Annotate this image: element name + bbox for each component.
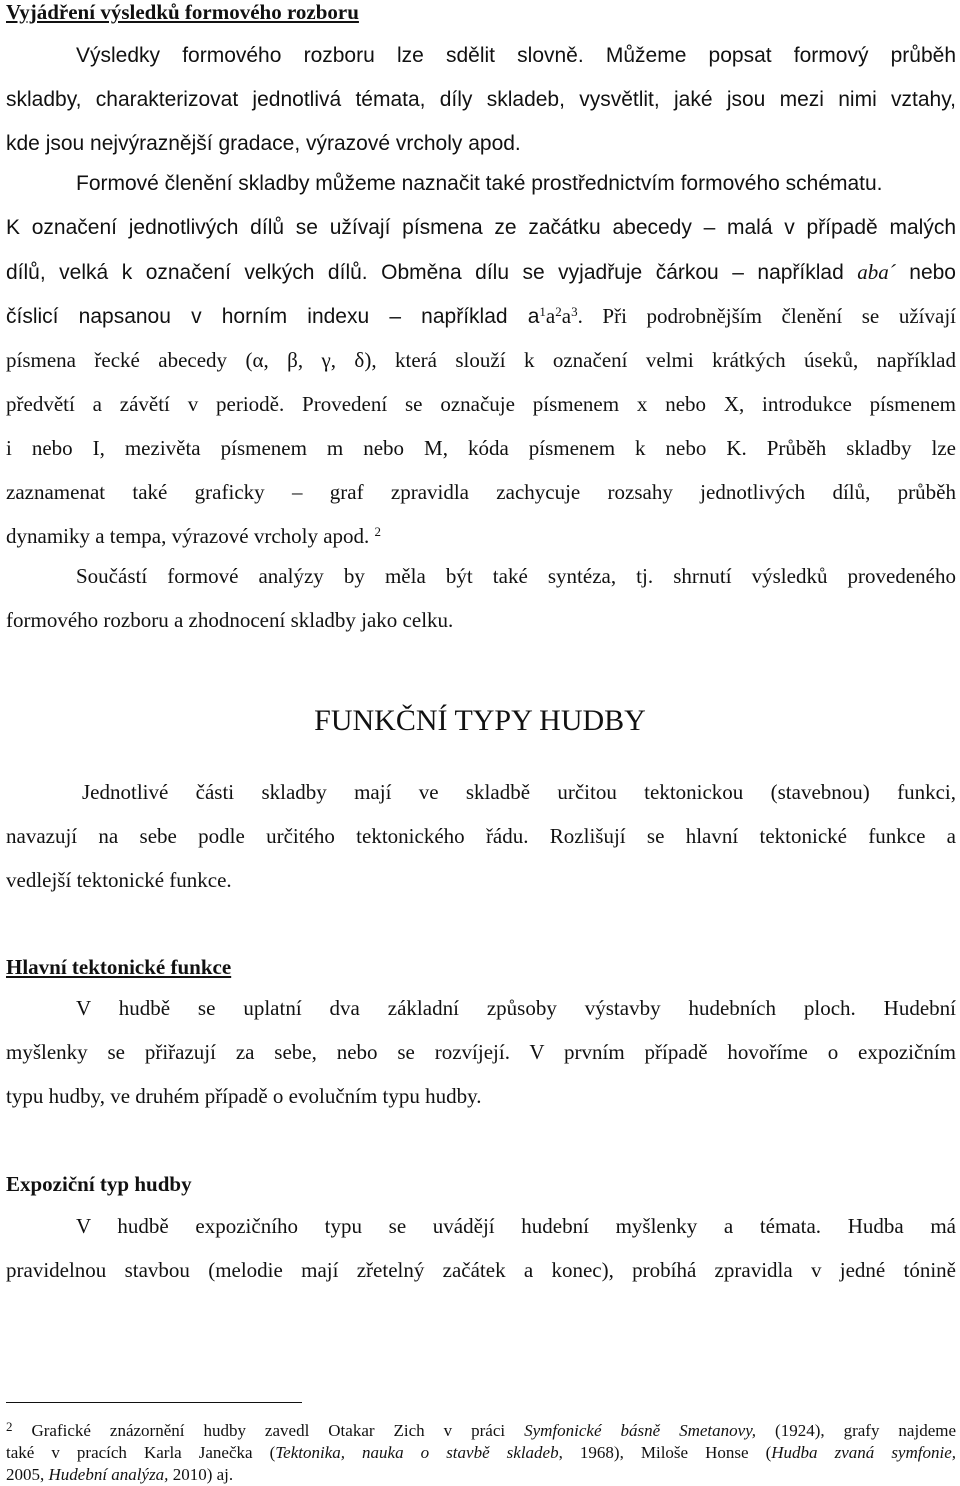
p2-line-7	[6, 426, 956, 470]
p2-line-2: K označení jednotlivých dílů se užívají písmena ze začátku abecedy – malá v případě malých	[6, 216, 956, 239]
p2-line-4	[6, 294, 956, 338]
p2-line-3d: nebo	[895, 261, 956, 284]
p2-line-6	[6, 382, 956, 426]
p1-line-1: Výsledky formového rozboru lze sdělit slovně. Můžeme popsat formový průběh	[76, 44, 956, 67]
heading-vyjadreni: Vyjádření výsledků formového rozboru	[6, 0, 359, 24]
p2-line-4a: číslicí napsanou v horním indexu – například a	[6, 305, 540, 328]
p4-line-2: navazují na sebe podle určitého tektonického řádu. Rozlišují se hlavní tektonické funkce a	[6, 824, 956, 848]
p2-line-3a: dílů, velká k označení velkých dílů.	[6, 261, 368, 284]
p5-line-1: V hudbě se uplatní dva základní způsoby výstavby hudebních ploch. Hudební	[76, 996, 956, 1020]
p5-line-3: typu hudby, ve druhém případě o evolučním typu hudby.	[6, 1084, 482, 1108]
p2-line-7a: i nebo I, mezivěta písmenem m nebo M, kóda písmenem k nebo K.	[6, 436, 747, 460]
footnote-ref-2: 2	[374, 524, 382, 539]
p2-line-6b: Provedení se označuje písmenem x nebo X, introdukce písmenem	[284, 392, 956, 416]
a-3: a	[561, 304, 572, 328]
p5-line-2: myšlenky se přiřazují za sebe, nebo se rozvíjejí. V prvním případě hovoříme o expozičním	[6, 1040, 956, 1064]
p2-line-9-text: dynamiky a tempa, výrazové vrcholy apod.	[6, 524, 370, 548]
paragraph-2	[6, 162, 956, 558]
a-2: a	[545, 304, 556, 328]
p1-line-2: skladby, charakterizovat jednotlivá témata, díly skladeb, vysvětlit, jaké jsou mezi nimi vztahy,	[6, 88, 956, 111]
p3-line-2: formového rozboru a zhodnocení skladby jako celku.	[6, 608, 454, 632]
p2-line-1: Formové členění skladby můžeme naznačit také prostřednictvím formového schématu.	[76, 172, 883, 195]
footnote-number: 2	[6, 1419, 13, 1434]
sup-2: 2	[555, 304, 562, 319]
p6-line-1: V hudbě expozičního typu se uvádějí hudební myšlenky a témata. Hudba má	[76, 1214, 956, 1238]
footnote-line-3	[6, 1464, 956, 1486]
heading-expozicni-typ-hudby: Expoziční typ hudby	[6, 1172, 192, 1196]
fn-l2c: , 1968), Miloše Honse (	[558, 1443, 772, 1462]
p4-line-3: vedlejší tektonické funkce.	[6, 868, 232, 892]
p2-line-6a: předvětí a závětí v periodě.	[6, 392, 285, 416]
p2-line-3b: Obměna dílu se vyjadřuje čárkou – například	[367, 261, 858, 284]
fn-l1a: Grafické znázornění hudby zavedl Otakar Zich v práci	[12, 1421, 525, 1440]
fn-l3b: Hudební analýza,	[48, 1465, 169, 1484]
paragraph-4	[6, 770, 956, 902]
sup-3: 3	[571, 304, 578, 319]
p2-line-4b: . Při podrobnějším členění se užívají	[577, 304, 956, 328]
footnote-2	[6, 1420, 956, 1486]
p6-line-2: pravidelnou stavbou (melodie mají zřetelný začátek a konec), probíhá zpravidla v jedné tónině	[6, 1258, 956, 1282]
sup-1: 1	[539, 304, 546, 319]
p2-line-3	[6, 250, 956, 294]
p2-line-9	[6, 514, 956, 558]
heading-hlavni-tektonicke-funkce: Hlavní tektonické funkce	[6, 955, 232, 979]
fn-l3a: 2005,	[6, 1465, 49, 1484]
fn-l1c: (1924), grafy najdeme	[756, 1421, 957, 1440]
fn-l2d: Hudba zvaná symfonie,	[771, 1443, 956, 1462]
fn-l2b: Tektonika, nauka o stavbě skladeb	[275, 1443, 559, 1462]
p3-line-1: Součástí formové analýzy by měla být také syntéza, tj. shrnutí výsledků provedeného	[76, 564, 956, 588]
paragraph-3	[6, 554, 956, 642]
p4-line-1: Jednotlivé části skladby mají ve skladbě určitou tektonickou (stavebnou) funkci,	[82, 780, 956, 804]
footnote-line-2	[6, 1442, 956, 1464]
variant-example: aba´	[857, 260, 896, 284]
p2-line-8: zaznamenat také graficky – graf zpravidla zachycuje rozsahy jednotlivých dílů, průběh	[6, 480, 956, 504]
paragraph-1	[6, 34, 956, 166]
fn-l3c: 2010) aj.	[168, 1465, 234, 1484]
page-title: FUNKČNÍ TYPY HUDBY	[314, 704, 646, 737]
footnote-line-1	[6, 1420, 956, 1442]
p2-line-5: písmena řecké abecedy (α, β, γ, δ), která slouží k označení velmi krátkých úseků, například	[6, 348, 956, 372]
fn-l1b: Symfonické básně Smetanovy,	[524, 1421, 757, 1440]
footnote-separator	[6, 1402, 302, 1403]
p1-line-3: kde jsou nejvýraznější gradace, výrazové vrcholy apod.	[6, 132, 521, 155]
p2-line-7b: Průběh skladby lze	[746, 436, 956, 460]
paragraph-6	[6, 1204, 956, 1292]
fn-l2a: také v pracích Karla Janečka (	[6, 1443, 276, 1462]
paragraph-5	[6, 986, 956, 1118]
